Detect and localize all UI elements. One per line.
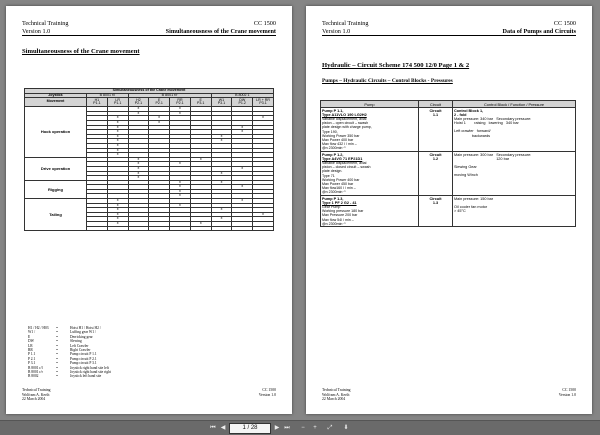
legend-value: Luffing gear W1 / [70,330,96,335]
cell: x [232,125,253,130]
movement-group-label: Rigging [25,180,87,198]
pump-spec: Gear Pump Working pressure 180 bar Max Pressure 200 bar Max flow 54l / min – @n 2300min⁻¹ [322,204,364,226]
circuit-number: 1.2 [432,156,439,161]
cell: x [149,116,170,121]
pump-circuit-code: P2.1 [155,101,163,106]
page-number-input[interactable]: 1 [242,425,246,431]
legend-value: Right Crawler [70,348,91,353]
legend-key: RR [28,348,33,353]
cell: x [170,180,191,185]
cell: x [128,157,149,162]
pump-cell [321,152,419,196]
page-indicator[interactable] [229,423,271,434]
control-block-fold: 2 - fold [454,112,467,117]
cell: x [211,208,232,213]
pump-row [321,196,576,227]
legend-equals: = [56,370,59,375]
control-line: Slewing Gear [454,164,477,169]
legend-key: B 8001 r/l [28,365,43,370]
header-left-1: Technical Training [22,20,69,27]
cell: x [170,189,191,194]
legend-value: Joystick left hand site [70,374,102,379]
zoom-out-icon[interactable]: − [301,425,305,431]
cell: x [170,203,191,208]
legend-key: LR [28,343,33,348]
movement-code: DW [239,97,246,102]
zoom-in-icon[interactable]: + [313,425,317,431]
legend-value: Pump circuit P 1.1 [70,352,97,357]
circuit-number: 1.3 [432,200,439,205]
cell: x [232,166,253,171]
legend-value: Slewing [70,339,82,344]
page-1 [6,6,292,414]
pump-circuit-code: P1.2 [238,101,246,106]
pump-name: Pump P 1.3, [322,196,344,201]
movement-code-header [149,98,170,107]
cell [149,226,170,230]
pump-type: Type A4VG 71 EP21D1 [322,156,363,161]
control-line: > 45°C [454,208,466,213]
legend-item [28,374,111,378]
cell: x [211,217,232,222]
page-total: / 28 [247,425,258,431]
table-caption: Simultaneousness of the Crane movement [25,89,274,94]
cell: x [107,139,128,144]
cell: x [170,162,191,167]
pump-row [321,108,576,152]
legend [28,326,111,379]
footer-right-2: Version 1.0 [558,392,576,397]
circuit-cell [419,108,453,152]
cell: x [128,171,149,176]
cell [232,226,253,230]
cell: x [107,208,128,213]
cell: x [128,111,149,116]
cell [107,226,128,230]
cell: x [107,130,128,135]
col-control: Control Block / Function / Pressure [453,101,576,108]
legend-equals: = [56,365,59,370]
joystick-group: B 8001 r/r [128,93,211,98]
legend-key: B 8001 r/r [28,370,43,375]
cell: x [107,222,128,227]
cell: x [149,120,170,125]
viewer-toolbar [0,420,600,435]
legend-equals: = [56,330,59,335]
movement-code: E [199,97,202,102]
movement-code: LR + RR [256,97,270,102]
pump-circuit-code: P1.1 [93,101,101,106]
control-line: Main pressure: 340 bar Secondary pressure: [454,116,532,121]
cell: x [253,212,274,217]
movement-code: RR [177,97,183,102]
cell: x [170,185,191,190]
cell: x [232,130,253,135]
cell: x [128,107,149,112]
legend-value: Joystick right hand site right [70,370,111,375]
cell: x [128,176,149,181]
cell: x [211,134,232,139]
control-cell [453,108,576,152]
legend-value: Pump circuit P 3.1 [70,361,97,366]
cell [211,226,232,230]
pump-name: Pump P 1.1, [322,108,344,113]
page-subtitle: Pumps – Hydraulic Circuits – Control Blocks - Pressures [322,78,453,84]
footer-right-1: CC 1500 [262,388,276,393]
control-cell [453,152,576,196]
movement-code: LR [115,97,120,102]
pump-circuit-code: P3.1 [259,101,267,106]
pump-circuit-code: P2.1 [176,101,184,106]
footer-right-1: CC 1500 [562,388,576,393]
legend-equals: = [56,326,59,330]
cell: x [128,166,149,171]
circuit-label: Circuit [429,196,442,201]
movement-code: E [157,97,161,102]
control-line: Main pressure: 150 bar [454,196,494,201]
circuit-label: Circuit [429,108,442,113]
first-page-icon[interactable]: ⏮ [210,425,216,431]
legend-key: E [28,334,31,339]
cell: x [170,194,191,199]
cell: x [107,217,128,222]
pump-type: Type A11VLO 190 LG2H2 [322,112,367,117]
footer-right-2: Version 1.0 [258,392,276,397]
cell: x [211,139,232,144]
circuit-label: Circuit [429,152,442,157]
pump-cell [321,108,419,152]
page-footer [22,388,276,402]
header-right-1: CC 1500 [253,20,276,27]
pump-cell [321,196,419,227]
cell: x [170,111,191,116]
pump-row [321,152,576,196]
col-circuit: Circuit [419,101,453,108]
prev-page-icon[interactable]: ◀ [220,425,226,431]
cell: x [190,222,211,227]
joystick-group: B 8001 r/l [87,93,129,98]
last-page-icon[interactable]: ⏭ [284,425,290,431]
movement-code-header [107,98,128,107]
control-line: Oil cooler fan motor [454,204,488,209]
joystick-group: B 8002 1 [211,93,273,98]
cell: x [107,134,128,139]
header-right-2: Data of Pumps and Circuits [502,27,576,35]
cell: x [107,199,128,204]
legend-equals: = [56,356,59,361]
header-left-2: Version 1.0 [22,27,51,35]
movement-group-label: Drive operation [25,157,87,180]
footer-left-3: 22 March 2004 [22,397,46,402]
cell [190,226,211,230]
cell [253,226,274,230]
pump-type: Type 1 PF 2 G2 - 41 [322,200,357,205]
legend-equals: = [56,361,59,366]
legend-value: Joystick right hand site left [70,365,109,370]
cell: x [170,107,191,112]
cell: x [107,143,128,148]
movement-code-header [232,98,253,107]
legend-value: Derricking gear [70,334,93,339]
movement-code-header [190,98,211,107]
pump-circuit-code: P3.1 [217,101,226,106]
page-2 [306,6,592,414]
legend-equals: = [56,334,59,339]
movement-group-label: Tailing [25,199,87,231]
cell: x [107,153,128,158]
legend-key: W1 / [28,330,36,335]
footer-left-2: Wolfram A. Kerth [322,392,350,397]
cell: x [128,162,149,167]
page-header [322,20,576,36]
pump-spec: Variable displacement, axial piston – closed circuit – swash plate design. Type 71 Working Power 400 bar Max Power 450 bar Max flow160 l / min – @n 2300min⁻¹ [322,160,371,195]
cell: x [107,212,128,217]
header-left-1: Technical Training [322,20,369,27]
cell: x [232,185,253,190]
cell: x [190,157,211,162]
legend-key: H1 / H2 / H03 [28,326,49,330]
header-right-2: Simultaneousness of the Crane movement [165,27,276,35]
cell: x [107,148,128,153]
legend-equals: = [56,343,59,348]
legend-key: P 1.1 [28,352,36,357]
col-pump: Pump [321,101,419,108]
movement-code-header [253,98,274,107]
header-right-1: CC 1500 [553,20,576,27]
cell: x [107,116,128,121]
control-cell [453,196,576,227]
pump-name: Pump P 1.2, [322,152,344,157]
pump-circuit-code: P3.1 [197,101,205,106]
movement-code: W1 [218,97,225,102]
movement-code-header [211,98,232,107]
page-footer [322,388,576,402]
control-block: Control Block 1, [454,108,484,113]
cell: x [211,171,232,176]
movement-label: Movement [25,98,87,107]
cell: x [232,199,253,204]
cell: x [107,120,128,125]
page-title: Hydraulic – Circuit Scheme 174 500 12/0 Page 1 & 2 [322,62,470,69]
control-line: Hoist 1 raising lowering 340 bar [454,121,519,126]
joystick-label: Joystick [25,93,87,98]
pump-circuit-code: P1.1 [113,101,122,106]
circuit-cell [419,196,453,227]
legend-key: DW [28,339,34,344]
cell [128,226,149,230]
cell: x [211,180,232,185]
circuit-cell [419,152,453,196]
pump-circuit-code: P2.1 [134,101,143,106]
legend-equals: = [56,339,59,344]
fit-page-icon[interactable]: ⤢ [327,425,333,431]
footer-left-1: Technical Training [22,388,51,393]
legend-equals: = [56,352,59,357]
movement-code: H2 [136,97,141,102]
cell: x [107,203,128,208]
legend-value: Pump circuit P 2.1 [70,356,97,361]
footer-left-2: Wolfram A. Kerth [22,392,50,397]
control-line: moving Winch [454,173,478,178]
movement-code: H1 [94,97,100,102]
next-page-icon[interactable]: ▶ [274,425,280,431]
download-icon[interactable]: ⬇ [343,425,349,431]
page-title: Simultaneousness of the Crane movement [22,48,140,55]
control-line: backwards [454,133,491,138]
cell: x [253,116,274,121]
simultaneousness-table [24,88,274,231]
legend-value: Left Crawler [70,343,89,348]
header-left-2: Version 1.0 [322,27,351,35]
pump-table [320,100,576,227]
movement-group-label: Hook operation [25,107,87,158]
legend-key: P 2.1 [28,356,36,361]
legend-key: P 3.1 [28,361,36,366]
legend-key: B 8002 [28,374,39,379]
cell [87,226,108,230]
movement-code-header [87,98,108,107]
footer-left-3: 22 March 2004 [322,397,346,402]
footer-left-1: Technical Training [322,388,351,393]
cell: x [107,125,128,130]
circuit-number: 1.1 [432,112,439,117]
legend-equals: = [56,374,59,379]
control-line: Main pressure: 300 bar Secondary pressure: [454,152,532,157]
cell [170,226,191,230]
page-header [22,20,276,36]
pump-spec: Variable displacement, axial piston – open circuit – swash plate design with charge pump, Type 190, Working Power 350 bar Max Power 400 bar Max flow 432 l / min – @n 2300min⁻¹ [322,116,372,151]
control-line: Left crawler forward/ [454,129,491,134]
control-line: 120 bar [454,156,510,161]
legend-equals: = [56,348,59,353]
legend-value: Hoist H1 / Hoist H2 / [70,326,101,330]
